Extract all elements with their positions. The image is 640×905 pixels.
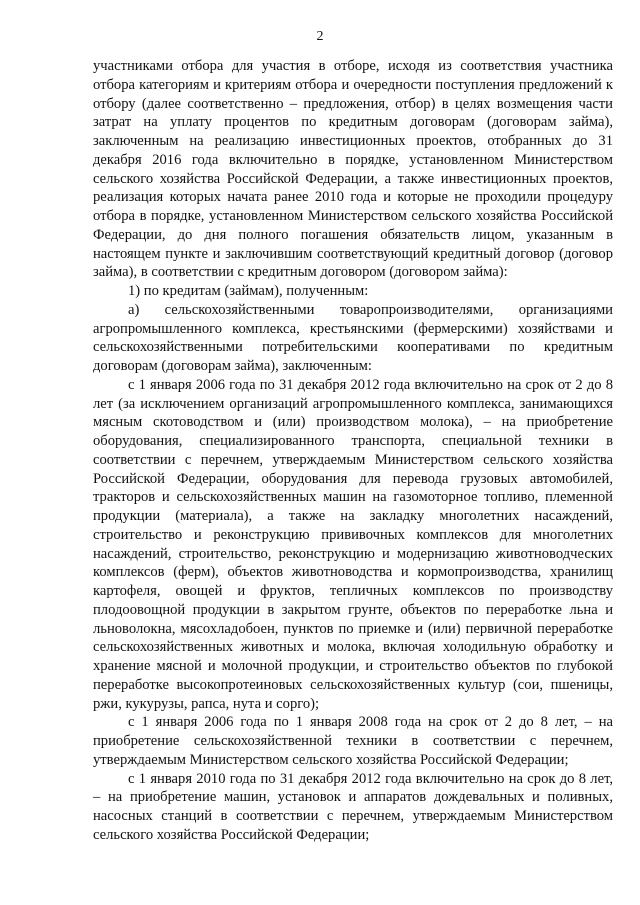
paragraph-subitem-a: а) сельскохозяйственными товаропроизводителями, организациями агропромышленного комплекса, крестьянскими (фермерскими) хозяйствами и сельскохозяйственными потребительскими кооперативами по кредитным договорам (договорам займа), заключенным: bbox=[93, 301, 613, 374]
paragraph-period-2010-2012: с 1 января 2010 года по 31 декабря 2012 года включительно на срок до 8 лет, – на приобретение машин, установок и аппаратов дождевальных и поливных, насосных станций в соответствии с перечнем, утверждаемым Министерством сельского хозяйства Российской Федерации; bbox=[93, 770, 613, 843]
paragraph-period-2006-2012: с 1 января 2006 года по 31 декабря 2012 года включительно на срок от 2 до 8 лет (за исключением организаций агропромышленного комплекса, занимающихся мясным скотоводством и (или) производством молока), – на приобретение оборудования, специализированного транспорта, специальной техники в соответствии с перечнем, утверждаемым Министерством сельского хозяйства Российской Федерации, оборудования для перевода грузовых автомобилей, тракторов и сельскохозяйственных машин на газомоторное топливо, племенной продукции (материала), а также на закладку многолетних насаждений, строительство и реконструкцию прививочных комплексов для многолетних насаждений, строительство, реконструкцию и модернизацию животноводческих комплексов (ферм), объектов животноводства и кормопроизводства, хранилищ картофеля, овощей и фруктов, тепличных комплексов по производству плодоовощной продукции в закрытом грунте, объектов по переработке льна и льноволокна, мясохладобоен, пунктов по приемке и (или) первичной переработке сельскохозяйственных животных и молока, включая холодильную обработку и хранение мясной и молочной продукции, и строительство объектов по глубокой переработке высокопротеиновых сельскохозяйственных культур (сои, пшеницы, ржи, кукурузы, рапса, нута и сорго); bbox=[93, 376, 613, 712]
paragraph-continuation: участниками отбора для участия в отборе, исходя из соответствия участника отбора категориям и критериям отбора и очередности поступления предложений к отбору (далее соответственно – предложения, отбор) в целях возмещения части затрат на уплату процентов по кредитным договорам (договорам займа), заключенным на реализацию инвестиционных проектов, отобранных до 31 декабря 2016 года включительно в порядке, установленном Министерством сельского хозяйства Российской Федерации, а также инвестиционных проектов, реализация которых начата ранее 2010 года и которые не проходили процедуру отбора в порядке, установленном Министерством сельского хозяйства Российской Федерации, до дня полного погашения обязательств лицом, указанным в настоящем пункте и заключившим соответствующий кредитный договор (договор займа), в соответствии с кредитным договором (договором займа): bbox=[93, 58, 613, 281]
paragraph-period-2006-2008: с 1 января 2006 года по 1 января 2008 года на срок от 2 до 8 лет, – на приобретение сельскохозяйственной техники в соответствии с перечнем, утверждаемым Министерством сельского хозяйства Российской Федерации; bbox=[93, 714, 613, 768]
document-body bbox=[93, 57, 613, 845]
page-number: 2 bbox=[316, 29, 324, 44]
paragraph-item-1: 1) по кредитам (займам), полученным: bbox=[128, 283, 369, 299]
